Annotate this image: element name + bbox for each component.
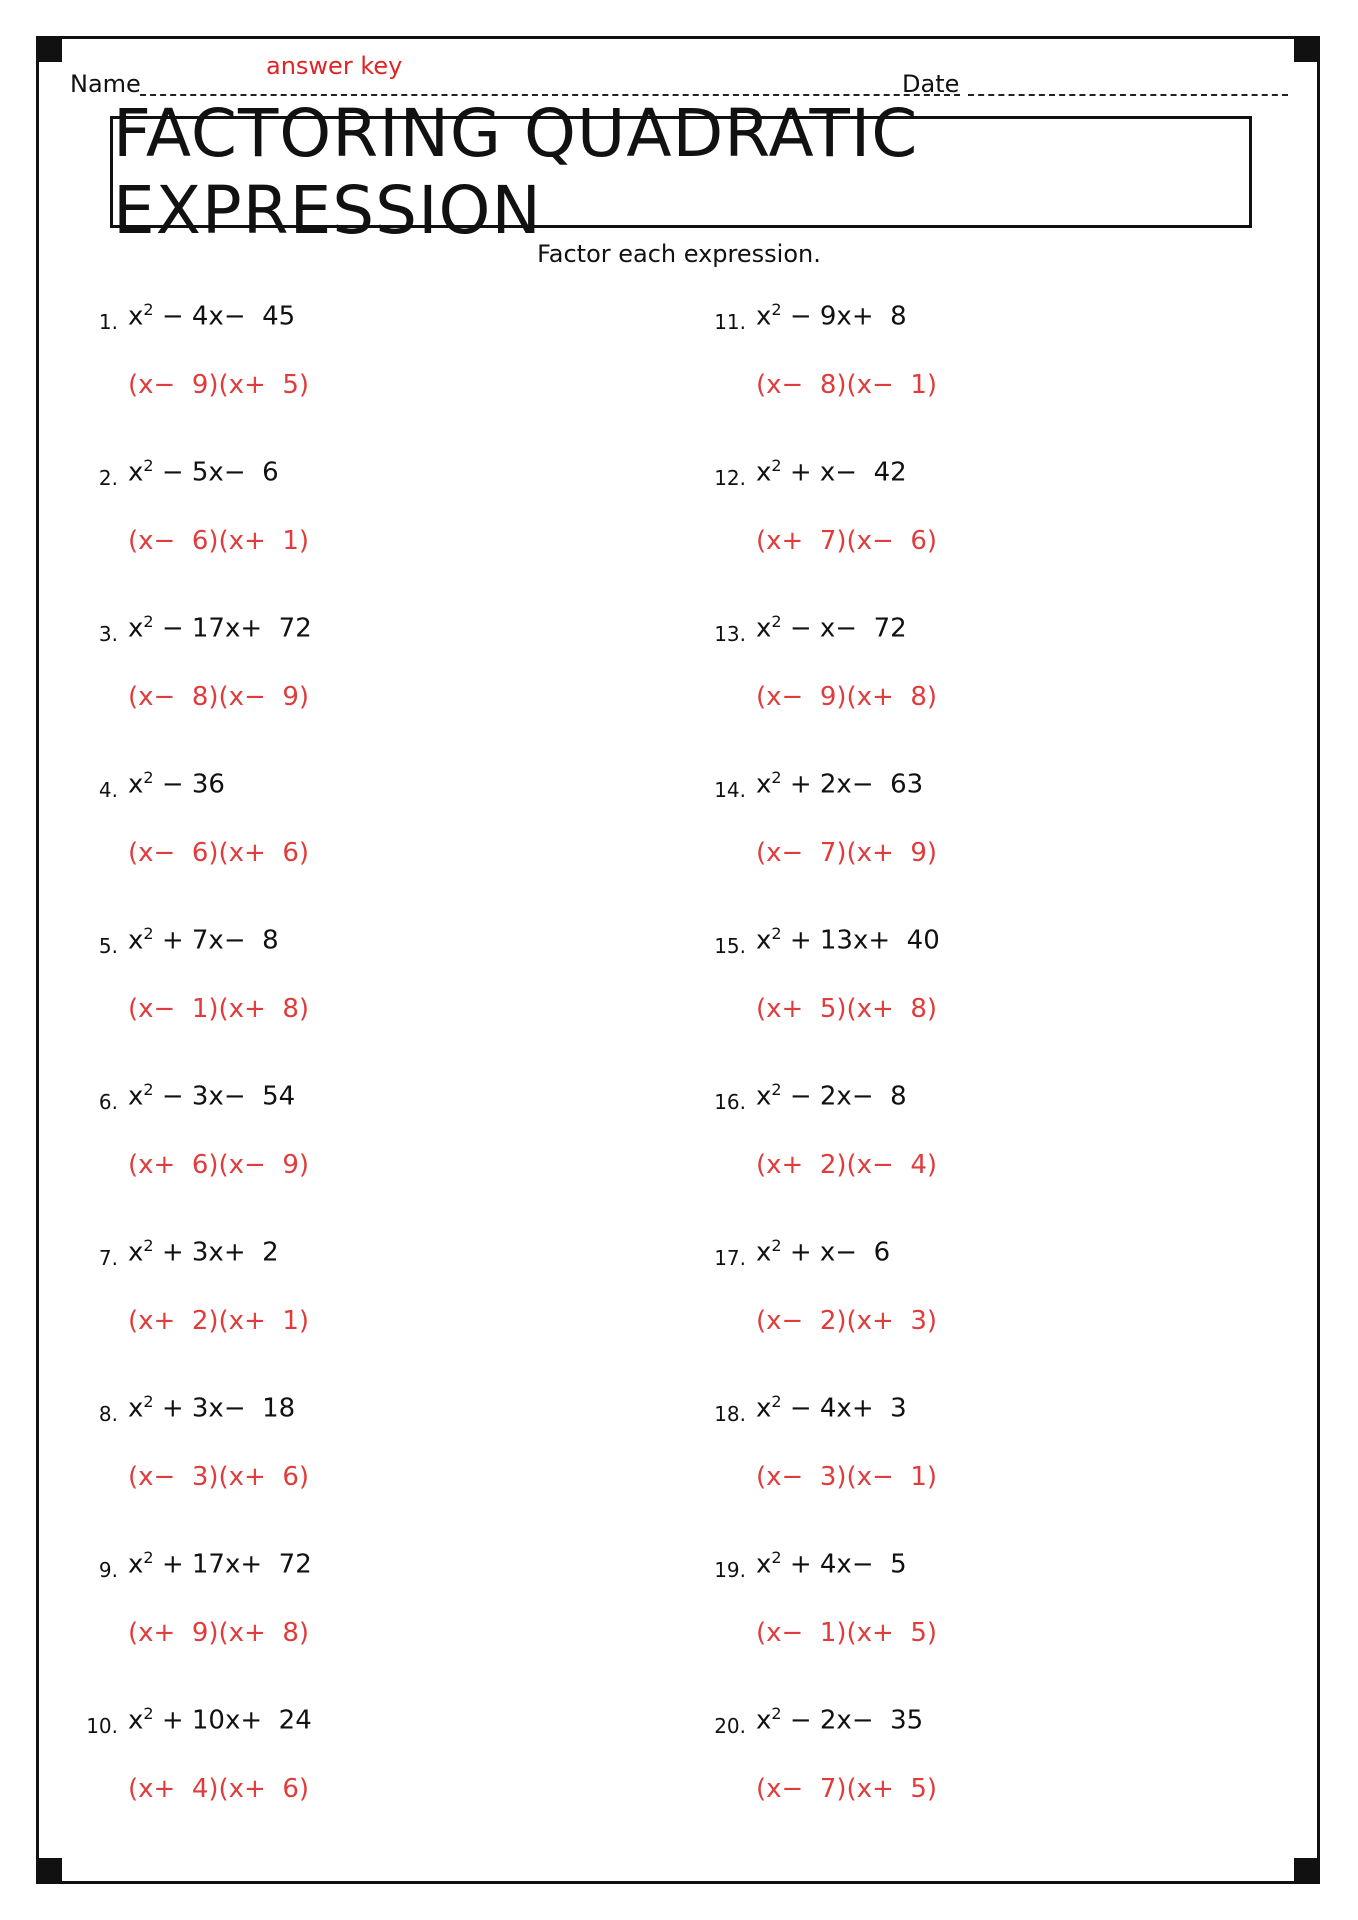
problem-expression xyxy=(756,924,940,956)
expression-exponent: 2 xyxy=(771,1704,782,1723)
expression-terms: + x− 6 xyxy=(781,1237,891,1268)
expression-exponent: 2 xyxy=(143,300,154,319)
problem-number: 2. xyxy=(98,466,118,490)
expression-base: x xyxy=(756,925,772,956)
problem-number: 9. xyxy=(98,1558,118,1582)
problem-expression xyxy=(128,1236,279,1268)
problems-column-right xyxy=(696,300,1296,1860)
expression-terms: + 17x+ 72 xyxy=(153,1549,312,1580)
problem-answer: (x+ 2)(x− 4) xyxy=(756,1150,938,1180)
problem-number: 5. xyxy=(98,934,118,958)
problem-number: 19. xyxy=(714,1558,746,1582)
expression-exponent: 2 xyxy=(771,456,782,475)
expression-base: x xyxy=(128,301,144,332)
problem-item xyxy=(696,456,1296,612)
expression-base: x xyxy=(128,1393,144,1424)
corner-mark-top-right xyxy=(1294,36,1320,62)
expression-terms: + 4x− 5 xyxy=(781,1549,907,1580)
expression-exponent: 2 xyxy=(143,1548,154,1567)
expression-base: x xyxy=(756,769,772,800)
problem-answer: (x− 9)(x+ 8) xyxy=(756,682,938,712)
expression-base: x xyxy=(128,1549,144,1580)
expression-terms: − 5x− 6 xyxy=(153,457,279,488)
problems-column-left xyxy=(68,300,668,1860)
expression-base: x xyxy=(756,1237,772,1268)
problem-item xyxy=(696,300,1296,456)
problem-number: 17. xyxy=(714,1246,746,1270)
problem-number: 13. xyxy=(714,622,746,646)
problem-expression xyxy=(756,1080,907,1112)
problem-answer: (x+ 7)(x− 6) xyxy=(756,526,938,556)
expression-exponent: 2 xyxy=(771,768,782,787)
expression-base: x xyxy=(756,1549,772,1580)
expression-exponent: 2 xyxy=(143,456,154,475)
problem-expression xyxy=(756,1392,907,1424)
problem-item xyxy=(696,1548,1296,1704)
problem-answer: (x− 1)(x+ 8) xyxy=(128,994,310,1024)
expression-terms: + x− 42 xyxy=(781,457,907,488)
problem-expression xyxy=(128,768,225,800)
expression-exponent: 2 xyxy=(771,1080,782,1099)
expression-base: x xyxy=(756,613,772,644)
expression-terms: + 13x+ 40 xyxy=(781,925,940,956)
problem-number: 11. xyxy=(714,310,746,334)
worksheet-title: FACTORING QUADRATIC EXPRESSION xyxy=(113,95,919,249)
expression-terms: + 3x− 18 xyxy=(153,1393,296,1424)
problem-item xyxy=(68,1080,668,1236)
expression-exponent: 2 xyxy=(771,924,782,943)
problem-answer: (x− 7)(x+ 9) xyxy=(756,838,938,868)
expression-base: x xyxy=(756,457,772,488)
problem-item xyxy=(68,612,668,768)
expression-exponent: 2 xyxy=(771,1236,782,1255)
expression-terms: − x− 72 xyxy=(781,613,907,644)
problem-expression xyxy=(756,1548,907,1580)
expression-terms: − 9x+ 8 xyxy=(781,301,907,332)
problem-expression xyxy=(128,456,279,488)
problem-item xyxy=(696,1080,1296,1236)
corner-mark-top-left xyxy=(36,36,62,62)
expression-base: x xyxy=(128,769,144,800)
expression-terms: + 2x− 63 xyxy=(781,769,924,800)
date-label: Date xyxy=(902,70,960,98)
problem-answer: (x− 2)(x+ 3) xyxy=(756,1306,938,1336)
problem-answer: (x− 8)(x− 1) xyxy=(756,370,938,400)
expression-terms: − 36 xyxy=(153,769,225,800)
problem-answer: (x− 1)(x+ 5) xyxy=(756,1618,938,1648)
expression-base: x xyxy=(128,1705,144,1736)
expression-exponent: 2 xyxy=(143,1236,154,1255)
problem-item xyxy=(68,456,668,612)
expression-terms: + 3x+ 2 xyxy=(153,1237,279,1268)
problem-expression xyxy=(128,300,295,332)
problem-item xyxy=(68,1548,668,1704)
expression-base: x xyxy=(756,301,772,332)
problem-number: 3. xyxy=(98,622,118,646)
expression-base: x xyxy=(756,1081,772,1112)
problem-answer: (x− 7)(x+ 5) xyxy=(756,1774,938,1804)
problem-answer: (x+ 6)(x− 9) xyxy=(128,1150,310,1180)
expression-exponent: 2 xyxy=(143,1392,154,1411)
expression-terms: − 17x+ 72 xyxy=(153,613,312,644)
problem-answer: (x− 8)(x− 9) xyxy=(128,682,310,712)
problem-expression xyxy=(128,1392,295,1424)
problem-answer: (x− 9)(x+ 5) xyxy=(128,370,310,400)
expression-base: x xyxy=(128,925,144,956)
problem-answer: (x− 3)(x+ 6) xyxy=(128,1462,310,1492)
problem-expression xyxy=(756,612,907,644)
expression-base: x xyxy=(756,1705,772,1736)
expression-terms: − 4x+ 3 xyxy=(781,1393,907,1424)
problem-answer: (x− 6)(x+ 6) xyxy=(128,838,310,868)
expression-base: x xyxy=(128,613,144,644)
problem-answer: (x− 3)(x− 1) xyxy=(756,1462,938,1492)
expression-terms: − 2x− 35 xyxy=(781,1705,924,1736)
problem-item xyxy=(696,768,1296,924)
problem-number: 15. xyxy=(714,934,746,958)
problem-number: 1. xyxy=(98,310,118,334)
expression-exponent: 2 xyxy=(143,612,154,631)
expression-exponent: 2 xyxy=(143,924,154,943)
title-box xyxy=(110,95,1252,249)
expression-terms: + 10x+ 24 xyxy=(153,1705,312,1736)
expression-terms: − 4x− 45 xyxy=(153,301,296,332)
problem-answer: (x+ 5)(x+ 8) xyxy=(756,994,938,1024)
corner-mark-bottom-right xyxy=(1294,1858,1320,1884)
expression-exponent: 2 xyxy=(771,1392,782,1411)
problem-answer: (x+ 4)(x+ 6) xyxy=(128,1774,310,1804)
problem-number: 14. xyxy=(714,778,746,802)
problem-item xyxy=(696,1704,1296,1860)
problem-expression xyxy=(756,768,923,800)
problem-number: 10. xyxy=(86,1714,118,1738)
problem-number: 7. xyxy=(98,1246,118,1270)
expression-exponent: 2 xyxy=(771,300,782,319)
problem-item xyxy=(696,1392,1296,1548)
expression-base: x xyxy=(128,457,144,488)
name-field-value: answer key xyxy=(266,52,403,80)
problem-expression xyxy=(756,456,907,488)
problem-number: 18. xyxy=(714,1402,746,1426)
problem-item xyxy=(696,924,1296,1080)
problem-expression xyxy=(128,1548,312,1580)
problem-number: 4. xyxy=(98,778,118,802)
expression-exponent: 2 xyxy=(771,1548,782,1567)
instructions: Factor each expression. xyxy=(537,240,821,268)
expression-exponent: 2 xyxy=(143,1704,154,1723)
expression-base: x xyxy=(128,1081,144,1112)
problem-item xyxy=(68,924,668,1080)
problem-item xyxy=(696,1236,1296,1392)
problem-item xyxy=(68,1392,668,1548)
problem-answer: (x− 6)(x+ 1) xyxy=(128,526,310,556)
problem-expression xyxy=(128,1704,312,1736)
problem-item xyxy=(68,1704,668,1860)
expression-exponent: 2 xyxy=(143,768,154,787)
problem-expression xyxy=(756,300,907,332)
problem-number: 8. xyxy=(98,1402,118,1426)
expression-base: x xyxy=(128,1237,144,1268)
problem-answer: (x+ 2)(x+ 1) xyxy=(128,1306,310,1336)
problem-expression xyxy=(128,1080,295,1112)
problem-number: 20. xyxy=(714,1714,746,1738)
expression-exponent: 2 xyxy=(143,1080,154,1099)
problem-item xyxy=(696,612,1296,768)
problem-item xyxy=(68,1236,668,1392)
problem-expression xyxy=(128,924,279,956)
name-label: Name xyxy=(70,70,141,98)
problem-number: 6. xyxy=(98,1090,118,1114)
problem-item xyxy=(68,768,668,924)
expression-base: x xyxy=(756,1393,772,1424)
expression-exponent: 2 xyxy=(771,612,782,631)
problem-expression xyxy=(128,612,312,644)
expression-terms: − 3x− 54 xyxy=(153,1081,296,1112)
problem-number: 12. xyxy=(714,466,746,490)
problem-answer: (x+ 9)(x+ 8) xyxy=(128,1618,310,1648)
corner-mark-bottom-left xyxy=(36,1858,62,1884)
problem-expression xyxy=(756,1236,890,1268)
problem-item xyxy=(68,300,668,456)
problem-number: 16. xyxy=(714,1090,746,1114)
problem-expression xyxy=(756,1704,923,1736)
expression-terms: + 7x− 8 xyxy=(153,925,279,956)
expression-terms: − 2x− 8 xyxy=(781,1081,907,1112)
